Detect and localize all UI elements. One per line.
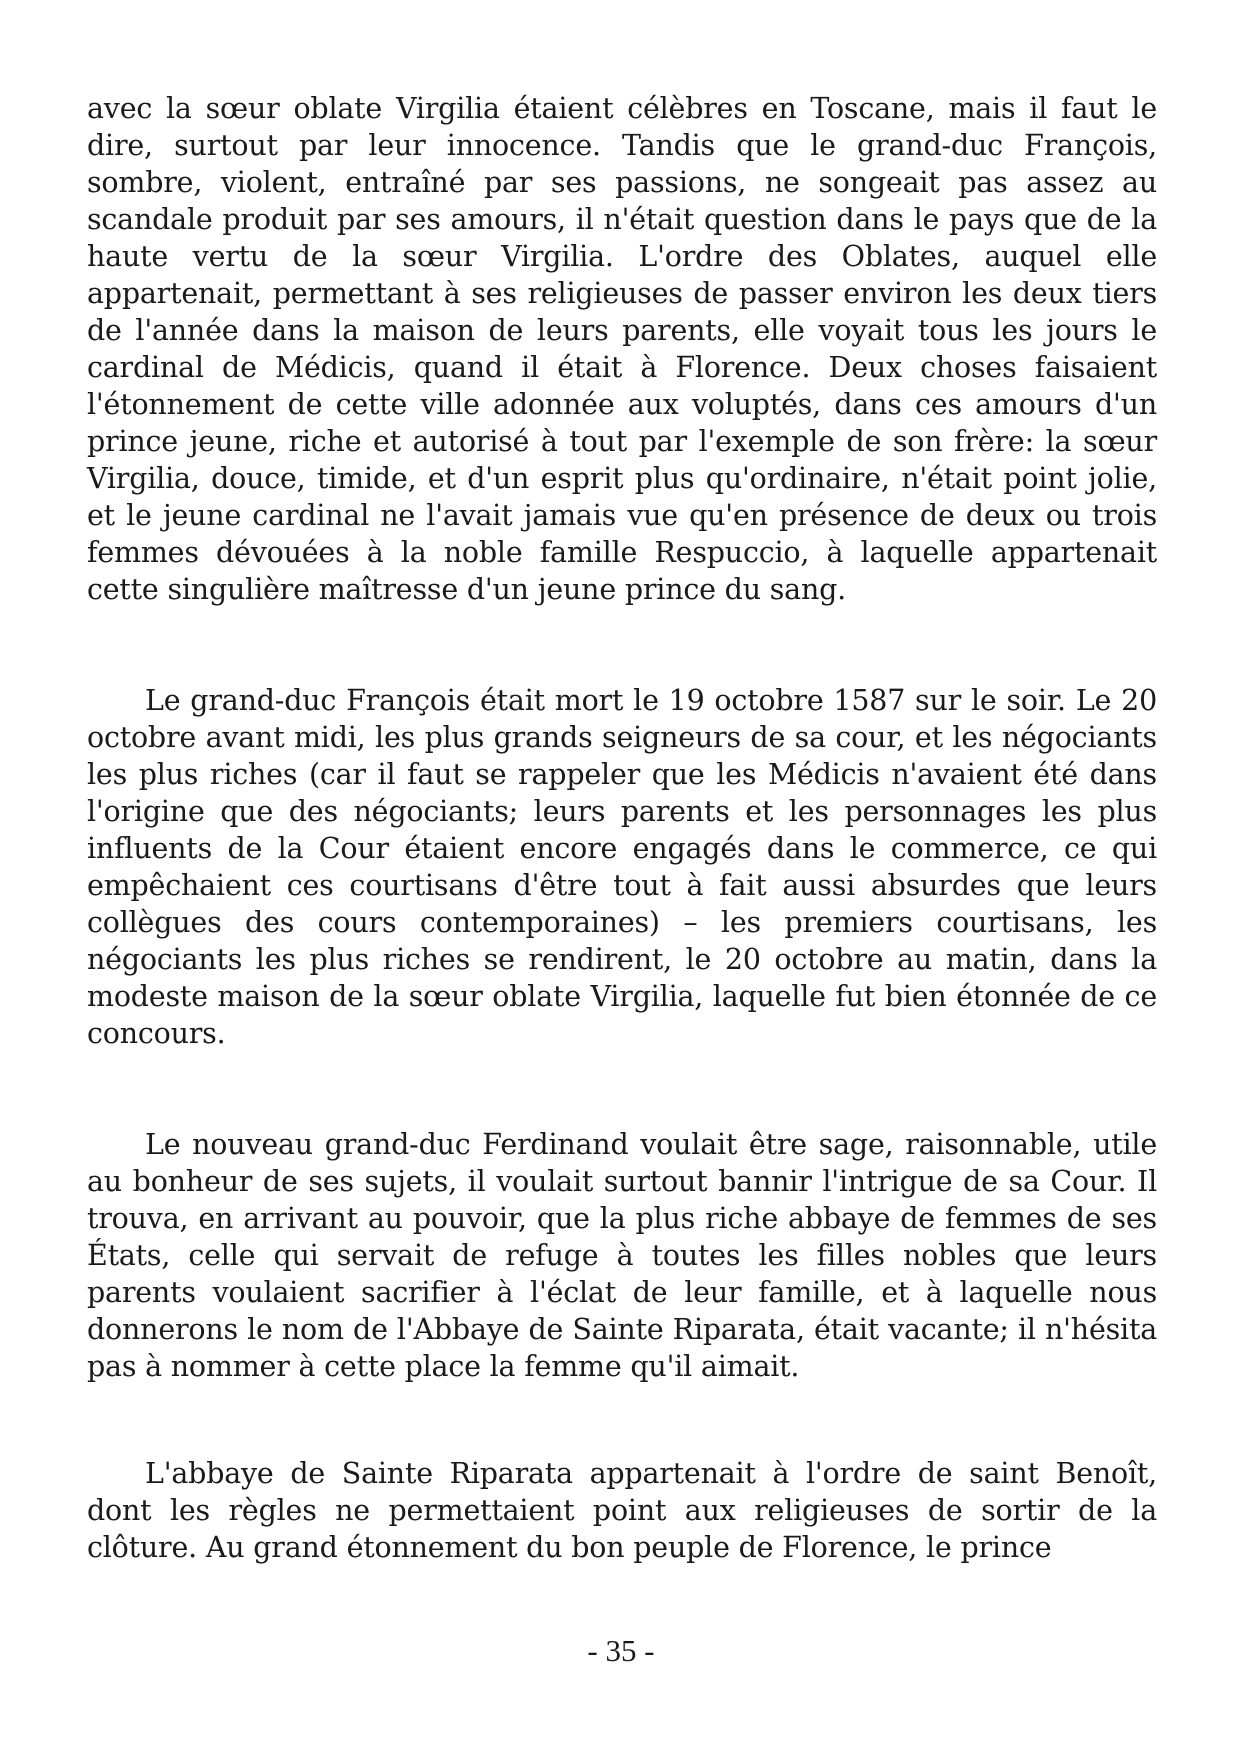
paragraph-2: Le grand-duc François était mort le 19 octobre 1587 sur le soir. Le 20 octobre avant midi, les plus grands seigneurs de sa cour, et les négociants les plus riches (car il faut se rappeler que les Médicis n'avaient été dans l'origine que des négociants; leurs parents et les personnages les plus influents de la Cour étaient encore engagés dans le commerce, ce qui empêchaient ces courtisans d'être tout à fait aussi absurdes que leurs collègues des cours contemporaines) – les premiers courtisans, les négociants les plus riches se rendirent, le 20 octobre au matin, dans la modeste maison de la sœur oblate Virgilia, laquelle fut bien étonnée de ce concours. bbox=[87, 684, 1157, 1050]
paragraph-1: avec la sœur oblate Virgilia étaient célèbres en Toscane, mais il faut le dire, surtout par leur innocence. Tandis que le grand-duc François, sombre, violent, entraîné par ses passions, ne songeait pas assez au scandale produit par ses amours, il n'était question dans le pays que de la haute vertu de la sœur Virgilia. L'ordre des Oblates, auquel elle appartenait, permettant à ses religieuses de passer environ les deux tiers de l'année dans la maison de leurs parents, elle voyait tous les jours le cardinal de Médicis, quand il était à Florence. Deux choses faisaient l'étonnement de cette ville adonnée aux voluptés, dans ces amours d'un prince jeune, riche et autorisé à tout par l'exemple de son frère: la sœur Virgilia, douce, timide, et d'un esprit plus qu'ordinaire, n'était point jolie, et le jeune cardinal ne l'avait jamais vue qu'en présence de deux ou trois femmes dévouées à la noble famille Respuccio, à laquelle appartenait cette singulière maîtresse d'un jeune prince du sang. bbox=[87, 92, 1157, 606]
paragraph-gap bbox=[87, 1052, 1157, 1126]
paragraph-4: L'abbaye de Sainte Riparata appartenait à l'ordre de saint Benoît, dont les règles ne permettaient point aux religieuses de sortir de la clôture. Au grand étonnement du bon peuple de Florence, le prince bbox=[87, 1457, 1157, 1564]
paragraph-3: Le nouveau grand-duc Ferdinand voulait être sage, raisonnable, utile au bonheur de ses sujets, il voulait surtout bannir l'intrigue de sa Cour. Il trouva, en arrivant au pouvoir, que la plus riche abbaye de femmes de ses États, celle qui servait de refuge à toutes les filles nobles que leurs parents voulaient sacrifier à l'éclat de leur famille, et à laquelle nous donnerons le nom de l'Abbaye de Sainte Riparata, était vacante; il n'hésita pas à nommer à cette place la femme qu'il aimait. bbox=[87, 1128, 1157, 1383]
paragraph-gap bbox=[87, 1385, 1157, 1455]
page-number: - 35 - bbox=[587, 1633, 655, 1668]
paragraph-gap bbox=[87, 608, 1157, 682]
page-body bbox=[87, 90, 1157, 1566]
